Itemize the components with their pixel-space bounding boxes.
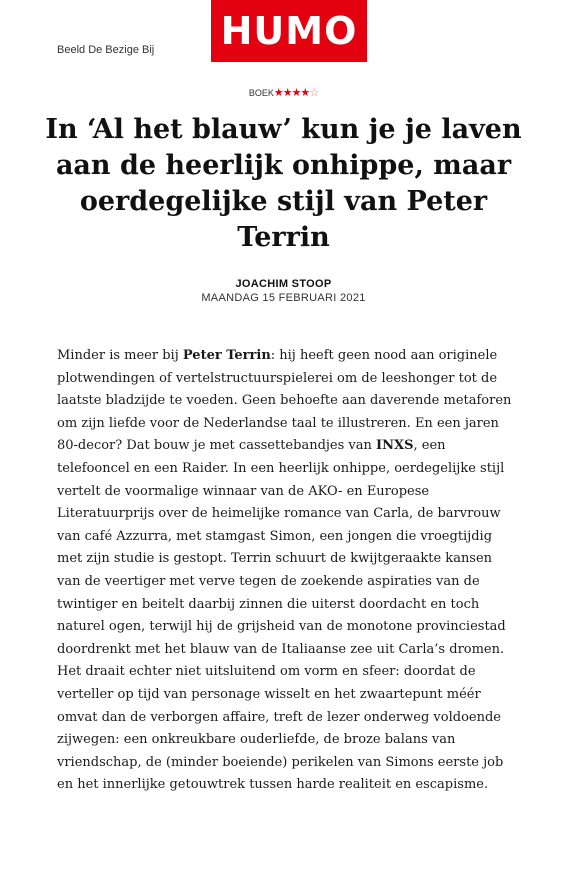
article-headline: In ‘Al het blauw’ kun je je laven aan de heerlijk onhippe, maar oerdegelijke stijl van Peter Terrin [45, 114, 522, 253]
body-segment: , een telefooncel en een Raider. In een heerlijk onhippe, oerdegelijke stijl vertelt de voormalige winnaar van de AKO- en Europese Literatuurprijs over de heimelijke romance van Carla, de barvrouw van café Azzurra, met stamgast Simon, een jongen die vroegtijdig met zijn studie is gestopt. Terrin schuurt de kwijtgeraakte kansen van de veertiger met verve tegen de zoekende aspiraties van de twintiger en beitelt daarbij zinnen die uiterst doordacht en toch naturel ogen, terwijl hij de grijsheid van de monotone provinciestad doordrenkt met het blauw van de Italiaanse zee uit Carla’s dromen. Het draait echter niet uitsluitend om vorm en sfeer: doordat de verteller op tijd van personage wisselt en het zwaartepunt méér omvat dan de verborgen affaire, treft de lezer onderweg voldoende zijwegen: een onkreukbare ouderliefde, de broze balans van vriendschap, de (minder boeiende) perikelen van Simons eerste job en het innerlijke getouwtrek tussen harde realiteit en escapisme. [57, 438, 506, 793]
rubric-category: BOEK [248, 88, 274, 98]
humo-logo[interactable]: HUMO [211, 0, 367, 62]
publication-date: MAANDAG 15 FEBRUARI 2021 [201, 292, 366, 304]
author-byline[interactable]: JOACHIM STOOP [235, 278, 332, 290]
article-rubric [0, 86, 567, 99]
body-bold-band: INXS [376, 438, 414, 454]
body-segment: : hij heeft geen nood aan originele plotwendingen of vertelstructuurspielerei om de leeshonger tot de laatste bladzijde te voeden. Geen behoefte aan daverende metaforen om zijn liefde voor de Nederlandse taal te illustreren. En een jaren 80-decor? Dat bouw je met cassettebandjes van [57, 348, 512, 454]
body-bold-author: Peter Terrin [182, 348, 271, 363]
body-segment: Minder is meer bij [57, 348, 183, 363]
rating-stars-icon [274, 87, 318, 99]
rating-star-half: ☆ [309, 87, 319, 99]
rating-stars-full: ★★★★ [273, 87, 310, 99]
photo-credit: Beeld De Bezige Bij [57, 44, 155, 56]
article-body [57, 345, 517, 797]
